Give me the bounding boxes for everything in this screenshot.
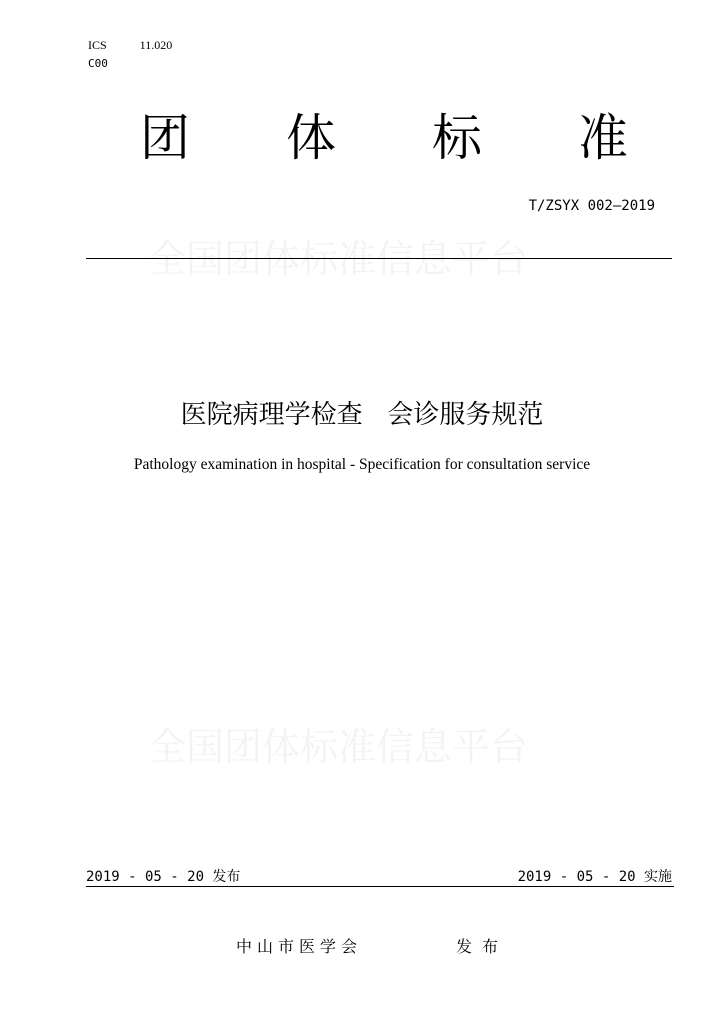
ics-code: ICS 11.020 [88,38,173,52]
standard-number: T/ZSYX 002—2019 [528,198,655,214]
header-divider [86,258,672,259]
title-char-2: 体 [286,109,336,167]
document-title-en: Pathology examination in hospital - Specification for consultation service [133,456,591,473]
standard-type-title [140,108,630,178]
publish-label: 发布 [456,937,509,956]
document-title-cn: 医院病理学检查 会诊服务规范 [180,400,544,430]
title-char-3: 标 [432,109,482,167]
issue-date: 2019 - 05 - 20 发布 [86,869,241,885]
title-char-4: 准 [578,109,628,167]
implementation-date: 2019 - 05 - 20 实施 [517,869,672,885]
title-char-1: 团 [140,109,190,167]
ccs-code: C00 [88,57,108,70]
publisher-name: 中山市医学会 [236,937,363,956]
watermark-top: 全国团体标准信息平台 [148,237,529,281]
footer-divider [86,886,674,887]
watermark-bottom: 全国团体标准信息平台 [148,725,529,769]
